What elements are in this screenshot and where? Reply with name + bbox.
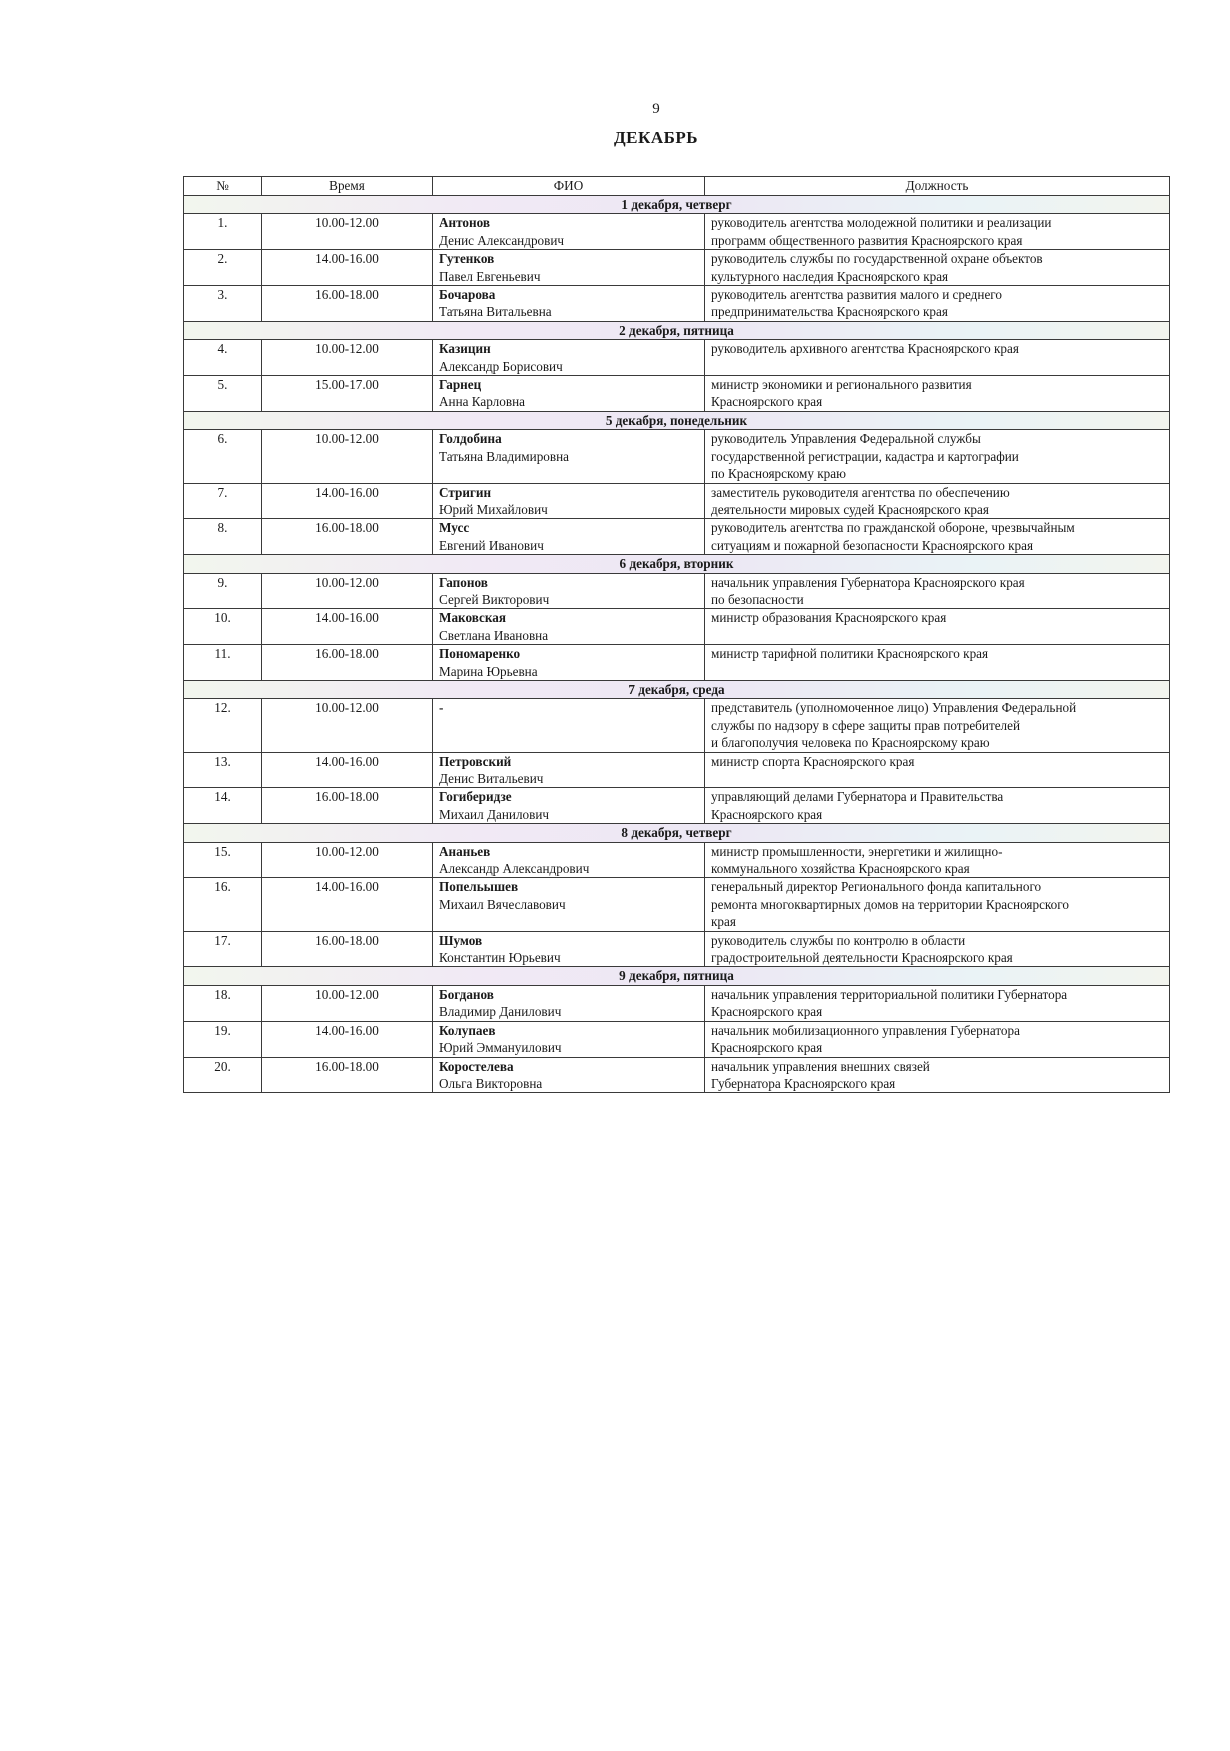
row-position: [705, 340, 1170, 376]
day-label: 6 декабря, вторник: [184, 555, 1170, 573]
row-position: [705, 878, 1170, 931]
table-row: [184, 878, 1170, 931]
position-line: заместитель руководителя агентства по обеспечению: [711, 484, 1010, 500]
row-time: 16.00-18.00: [262, 1057, 433, 1093]
table-row: [184, 483, 1170, 519]
position-line: программ общественного развития Красноярского края: [711, 232, 1023, 248]
row-position: [705, 1057, 1170, 1093]
surname: Антонов: [439, 215, 491, 231]
row-name: [433, 430, 705, 483]
row-time: 10.00-12.00: [262, 699, 433, 752]
day-row: [184, 411, 1170, 429]
position-line: Красноярского края: [711, 394, 823, 410]
day-label: 7 декабря, среда: [184, 680, 1170, 698]
row-time: 14.00-16.00: [262, 1021, 433, 1057]
row-position: [705, 519, 1170, 555]
row-time: 10.00-12.00: [262, 430, 433, 483]
row-name: [433, 340, 705, 376]
row-time: 10.00-12.00: [262, 340, 433, 376]
row-time: 16.00-18.00: [262, 519, 433, 555]
table-row: [184, 842, 1170, 878]
row-name: [433, 214, 705, 250]
table-row: [184, 1057, 1170, 1093]
row-position: [705, 842, 1170, 878]
row-time: 16.00-18.00: [262, 931, 433, 967]
given-names: Светлана Ивановна: [439, 627, 549, 643]
table-row: [184, 519, 1170, 555]
row-name: [433, 483, 705, 519]
row-position: [705, 483, 1170, 519]
row-time: 14.00-16.00: [262, 752, 433, 788]
row-position: [705, 573, 1170, 609]
table-row: [184, 1021, 1170, 1057]
row-number: 11.: [184, 645, 262, 681]
table-row: [184, 609, 1170, 645]
position-line: министр тарифной политики Красноярского края: [711, 646, 989, 662]
table-row: [184, 645, 1170, 681]
day-label: 1 декабря, четверг: [184, 196, 1170, 214]
position-line: руководитель агентства молодежной политики и реализации: [711, 215, 1052, 231]
row-name: [433, 699, 705, 752]
position-line: руководитель Управления Федеральной службы: [711, 431, 981, 447]
header-time: Время: [262, 177, 433, 196]
given-names: Юрий Михайлович: [439, 501, 548, 517]
row-number: 1.: [184, 214, 262, 250]
row-number: 2.: [184, 250, 262, 286]
given-names: Владимир Данилович: [439, 1004, 562, 1020]
row-name: [433, 573, 705, 609]
row-position: [705, 286, 1170, 322]
given-names: Денис Александрович: [439, 232, 565, 248]
position-line: по Красноярскому краю: [711, 466, 846, 482]
row-time: 10.00-12.00: [262, 842, 433, 878]
table-row: [184, 752, 1170, 788]
position-line: культурного наследия Красноярского края: [711, 268, 949, 284]
surname: Попельышев: [439, 879, 519, 895]
surname: Колупаев: [439, 1022, 496, 1038]
row-position: [705, 788, 1170, 824]
surname: Стригин: [439, 484, 492, 500]
surname: Ананьев: [439, 843, 491, 859]
row-number: 6.: [184, 430, 262, 483]
position-line: и благополучия человека по Красноярскому краю: [711, 735, 990, 751]
day-label: 2 декабря, пятница: [184, 321, 1170, 339]
given-names: Татьяна Витальевна: [439, 304, 552, 320]
position-line: управляющий делами Губернатора и Правительства: [711, 789, 1004, 805]
given-names: Константин Юрьевич: [439, 950, 561, 966]
position-line: министр образования Красноярского края: [711, 610, 947, 626]
position-line: Красноярского края: [711, 1004, 823, 1020]
row-number: 20.: [184, 1057, 262, 1093]
row-number: 19.: [184, 1021, 262, 1057]
row-number: 9.: [184, 573, 262, 609]
day-row: [184, 555, 1170, 573]
given-names: Татьяна Владимировна: [439, 448, 570, 464]
row-number: 17.: [184, 931, 262, 967]
page-heading: ДЕКАБРЬ: [613, 128, 698, 147]
row-number: 12.: [184, 699, 262, 752]
given-names: Михаил Данилович: [439, 806, 550, 822]
row-time: 16.00-18.00: [262, 286, 433, 322]
row-position: [705, 250, 1170, 286]
surname: Шумов: [439, 932, 483, 948]
row-name: [433, 1021, 705, 1057]
row-position: [705, 699, 1170, 752]
position-line: руководитель агентства развития малого и среднего: [711, 287, 1002, 303]
day-row: [184, 824, 1170, 842]
table-row: [184, 430, 1170, 483]
surname: Гутенков: [439, 251, 495, 267]
table-row: [184, 250, 1170, 286]
position-line: коммунального хозяйства Красноярского края: [711, 861, 970, 877]
row-position: [705, 376, 1170, 412]
row-number: 8.: [184, 519, 262, 555]
row-number: 7.: [184, 483, 262, 519]
header-position: Должность: [705, 177, 1170, 196]
position-line: начальник управления внешних связей: [711, 1058, 930, 1074]
position-line: ситуациям и пожарной безопасности Красноярского края: [711, 537, 1034, 553]
given-names: Евгений Иванович: [439, 537, 544, 553]
row-number: 18.: [184, 985, 262, 1021]
position-line: Губернатора Красноярского края: [711, 1075, 896, 1091]
table-row: [184, 340, 1170, 376]
row-name: [433, 878, 705, 931]
row-name: [433, 931, 705, 967]
row-position: [705, 645, 1170, 681]
row-name: [433, 519, 705, 555]
given-names: Сергей Викторович: [439, 591, 550, 607]
header-num: №: [184, 177, 262, 196]
table-row: [184, 376, 1170, 412]
surname: Мусс: [439, 520, 470, 536]
day-label: 9 декабря, пятница: [184, 967, 1170, 985]
surname: Бочарова: [439, 287, 496, 303]
row-name: [433, 985, 705, 1021]
row-name: [433, 609, 705, 645]
row-time: 10.00-12.00: [262, 985, 433, 1021]
row-number: 5.: [184, 376, 262, 412]
table-row: [184, 985, 1170, 1021]
surname: -: [439, 700, 444, 716]
row-time: 14.00-16.00: [262, 483, 433, 519]
row-time: 14.00-16.00: [262, 609, 433, 645]
surname: Гапонов: [439, 574, 488, 590]
position-line: по безопасности: [711, 591, 804, 607]
day-row: [184, 967, 1170, 985]
row-name: [433, 645, 705, 681]
page-number: 9: [652, 101, 660, 117]
position-line: градостроительной деятельности Красноярского края: [711, 950, 1013, 966]
surname: Маковская: [439, 610, 506, 626]
day-label: 8 декабря, четверг: [184, 824, 1170, 842]
row-name: [433, 752, 705, 788]
surname: Петровский: [439, 753, 512, 769]
row-position: [705, 1021, 1170, 1057]
row-time: 16.00-18.00: [262, 645, 433, 681]
row-name: [433, 286, 705, 322]
row-number: 14.: [184, 788, 262, 824]
day-row: [184, 196, 1170, 214]
row-time: 15.00-17.00: [262, 376, 433, 412]
day-label: 5 декабря, понедельник: [184, 411, 1170, 429]
row-position: [705, 214, 1170, 250]
position-line: начальник управления территориальной политики Губернатора: [711, 986, 1068, 1002]
header-name: ФИО: [433, 177, 705, 196]
given-names: Денис Витальевич: [439, 771, 544, 786]
position-line: Красноярского края: [711, 1040, 823, 1056]
header-row: [184, 177, 1170, 196]
row-position: [705, 752, 1170, 788]
position-line: руководитель агентства по гражданской обороне, чрезвычайным: [711, 520, 1075, 536]
position-line: руководитель архивного агентства Красноярского края: [711, 341, 1019, 357]
row-position: [705, 931, 1170, 967]
given-names: Павел Евгеньевич: [439, 268, 541, 284]
row-time: 10.00-12.00: [262, 573, 433, 609]
day-row: [184, 321, 1170, 339]
table-row: [184, 788, 1170, 824]
row-position: [705, 430, 1170, 483]
table-row: [184, 286, 1170, 322]
given-names: Марина Юрьевна: [439, 663, 538, 679]
row-time: 10.00-12.00: [262, 214, 433, 250]
position-line: службы по надзору в сфере защиты прав потребителей: [711, 717, 1021, 733]
position-line: ремонта многоквартирных домов на территории Красноярского: [711, 896, 1069, 912]
row-name: [433, 1057, 705, 1093]
row-number: 16.: [184, 878, 262, 931]
row-number: 4.: [184, 340, 262, 376]
surname: Гогиберидзе: [439, 789, 512, 805]
position-line: деятельности мировых судей Красноярского края: [711, 501, 989, 517]
position-line: министр спорта Красноярского края: [711, 753, 915, 769]
row-number: 3.: [184, 286, 262, 322]
surname: Казицин: [439, 341, 491, 357]
position-line: Красноярского края: [711, 806, 823, 822]
given-names: Александр Александрович: [439, 861, 590, 877]
given-names: Ольга Викторовна: [439, 1075, 543, 1091]
position-line: руководитель службы по контролю в области: [711, 932, 966, 948]
table-row: [184, 931, 1170, 967]
row-name: [433, 788, 705, 824]
given-names: Михаил Вячеславович: [439, 896, 566, 912]
given-names: Анна Карловна: [439, 394, 525, 410]
row-name: [433, 842, 705, 878]
row-position: [705, 609, 1170, 645]
row-time: 16.00-18.00: [262, 788, 433, 824]
day-row: [184, 680, 1170, 698]
surname: Пономаренко: [439, 646, 521, 662]
position-line: руководитель службы по государственной охране объектов: [711, 251, 1043, 267]
position-line: государственной регистрации, кадастра и картографии: [711, 448, 1019, 464]
position-line: края: [711, 914, 736, 930]
row-time: 14.00-16.00: [262, 878, 433, 931]
schedule-body: [184, 196, 1170, 1093]
surname: Коростелева: [439, 1058, 514, 1074]
position-line: министр промышленности, энергетики и жилищно-: [711, 843, 1003, 859]
table-row: [184, 214, 1170, 250]
row-name: [433, 376, 705, 412]
row-name: [433, 250, 705, 286]
position-line: министр экономики и регионального развития: [711, 377, 972, 393]
given-names: Александр Борисович: [439, 358, 563, 374]
reception-schedule-table: [183, 176, 1170, 1093]
position-line: генеральный директор Регионального фонда капитального: [711, 879, 1042, 895]
surname: Голдобина: [439, 431, 502, 447]
row-number: 15.: [184, 842, 262, 878]
surname: Богданов: [439, 986, 494, 1002]
row-position: [705, 985, 1170, 1021]
position-line: начальник управления Губернатора Красноярского края: [711, 574, 1025, 590]
row-time: 14.00-16.00: [262, 250, 433, 286]
given-names: Юрий Эммануилович: [439, 1040, 562, 1056]
table-row: [184, 699, 1170, 752]
position-line: начальник мобилизационного управления Губернатора: [711, 1022, 1020, 1038]
surname: Гарнец: [439, 377, 482, 393]
position-line: предпринимательства Красноярского края: [711, 304, 948, 320]
row-number: 13.: [184, 752, 262, 788]
table-row: [184, 573, 1170, 609]
row-number: 10.: [184, 609, 262, 645]
position-line: представитель (уполномоченное лицо) Управления Федеральной: [711, 700, 1077, 716]
